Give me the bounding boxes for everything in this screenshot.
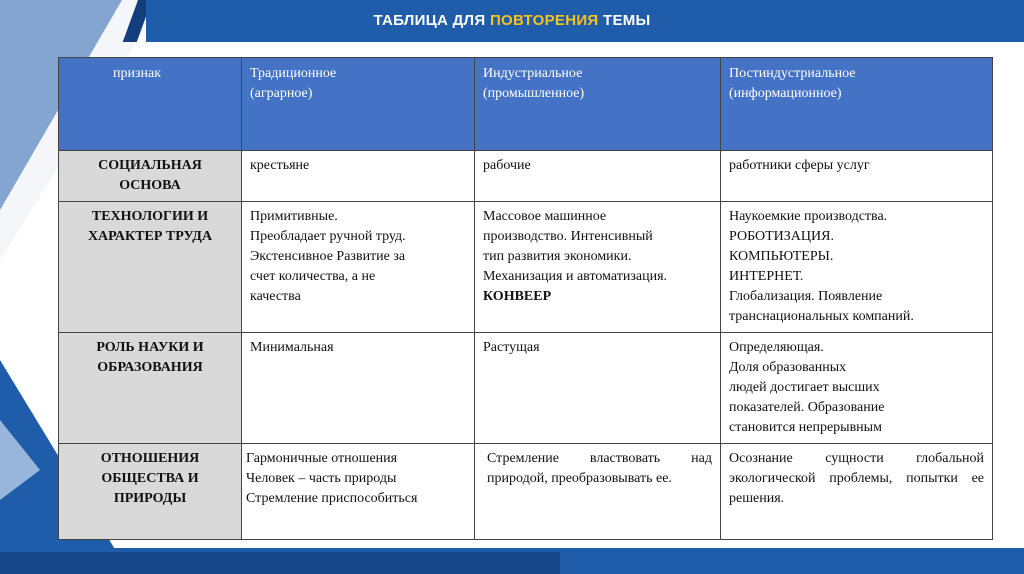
column-header (721, 58, 993, 151)
cell-line: Преобладает ручной труд. (250, 229, 406, 244)
table-cell (721, 333, 993, 444)
cell-line: ИНТЕРНЕТ. (729, 269, 804, 284)
cell-line: Традиционное (250, 66, 337, 81)
table-cell (242, 202, 475, 333)
title-prefix: ТАБЛИЦА ДЛЯ (373, 12, 486, 29)
cell-line: КОНВЕЕР (483, 289, 552, 304)
row-header: СОЦИАЛЬНАЯ ОСНОВА (59, 151, 242, 202)
title-suffix: ТЕМЫ (602, 12, 651, 29)
cell-line: Гармоничные отношения (246, 451, 398, 466)
cell-line: Индустриальное (483, 66, 583, 81)
comparison-table (58, 57, 993, 540)
bottom-dark-bar (0, 552, 560, 574)
cell-line: Примитивные. (250, 209, 338, 224)
cell-line: РОБОТИЗАЦИЯ. (729, 229, 834, 244)
cell-line: крестьяне (250, 158, 310, 173)
cell-line: (промышленное) (483, 86, 585, 101)
cell-line: Осознание сущности глобальной экологической проблемы, попытки ее решения. (729, 451, 984, 506)
cell-line: Определяющая. (729, 340, 824, 355)
table-row (59, 202, 993, 333)
cell-line: становится непрерывным (729, 420, 882, 435)
cell-line: Механизация и автоматизация. (483, 269, 668, 284)
table-cell (242, 151, 475, 202)
cell-line: Постиндустриальное (729, 66, 856, 81)
title-highlight: ПОВТОРЕНИЯ (489, 12, 599, 29)
column-header (475, 58, 721, 151)
cell-line: Стремление властвовать над природой, преобразовывать ее. (487, 451, 712, 486)
table-cell (721, 151, 993, 202)
table-header-row (59, 58, 993, 151)
cell-line: транснациональных компаний. (729, 309, 914, 324)
cell-line: Доля образованных (729, 360, 847, 375)
cell-line: КОМПЬЮТЕРЫ. (729, 249, 834, 264)
table-row (59, 151, 993, 202)
cell-line: Человек – часть природы (246, 471, 397, 486)
cell-line: качества (250, 289, 301, 304)
table-cell (475, 333, 721, 444)
table-cell (475, 444, 721, 540)
table-row (59, 333, 993, 444)
cell-line: Минимальная (250, 340, 334, 355)
cell-line: работники сферы услуг (729, 158, 870, 173)
cell-line: счет количества, а не (250, 269, 376, 284)
table-cell (242, 444, 475, 540)
cell-line: Стремление приспособиться (246, 491, 418, 506)
cell-line: рабочие (483, 158, 531, 173)
table-cell (475, 151, 721, 202)
cell-line: Наукоемкие производства. (729, 209, 888, 224)
cell-line: (информационное) (729, 86, 842, 101)
cell-line: Растущая (483, 340, 540, 355)
page-title (0, 0, 1024, 42)
table-row (59, 444, 993, 540)
cell-line: производство. Интенсивный (483, 229, 653, 244)
table-cell (242, 333, 475, 444)
cell-line: людей достигает высших (729, 380, 880, 395)
table-cell (721, 444, 993, 540)
row-header: ОТНОШЕНИЯ ОБЩЕСТВА И ПРИРОДЫ (59, 444, 242, 540)
column-header (242, 58, 475, 151)
cell-line: показателей. Образование (729, 400, 885, 415)
cell-line: (аграрное) (250, 86, 313, 101)
row-header: ТЕХНОЛОГИИ И ХАРАКТЕР ТРУДА (59, 202, 242, 333)
column-header (59, 58, 242, 151)
cell-line: Массовое машинное (483, 209, 607, 224)
cell-line: признак (113, 66, 162, 81)
row-header: РОЛЬ НАУКИ И ОБРАЗОВАНИЯ (59, 333, 242, 444)
cell-line: Глобализация. Появление (729, 289, 883, 304)
table-cell (475, 202, 721, 333)
cell-line: Экстенсивное Развитие за (250, 249, 406, 264)
cell-line: тип развития экономики. (483, 249, 632, 264)
table-cell (721, 202, 993, 333)
